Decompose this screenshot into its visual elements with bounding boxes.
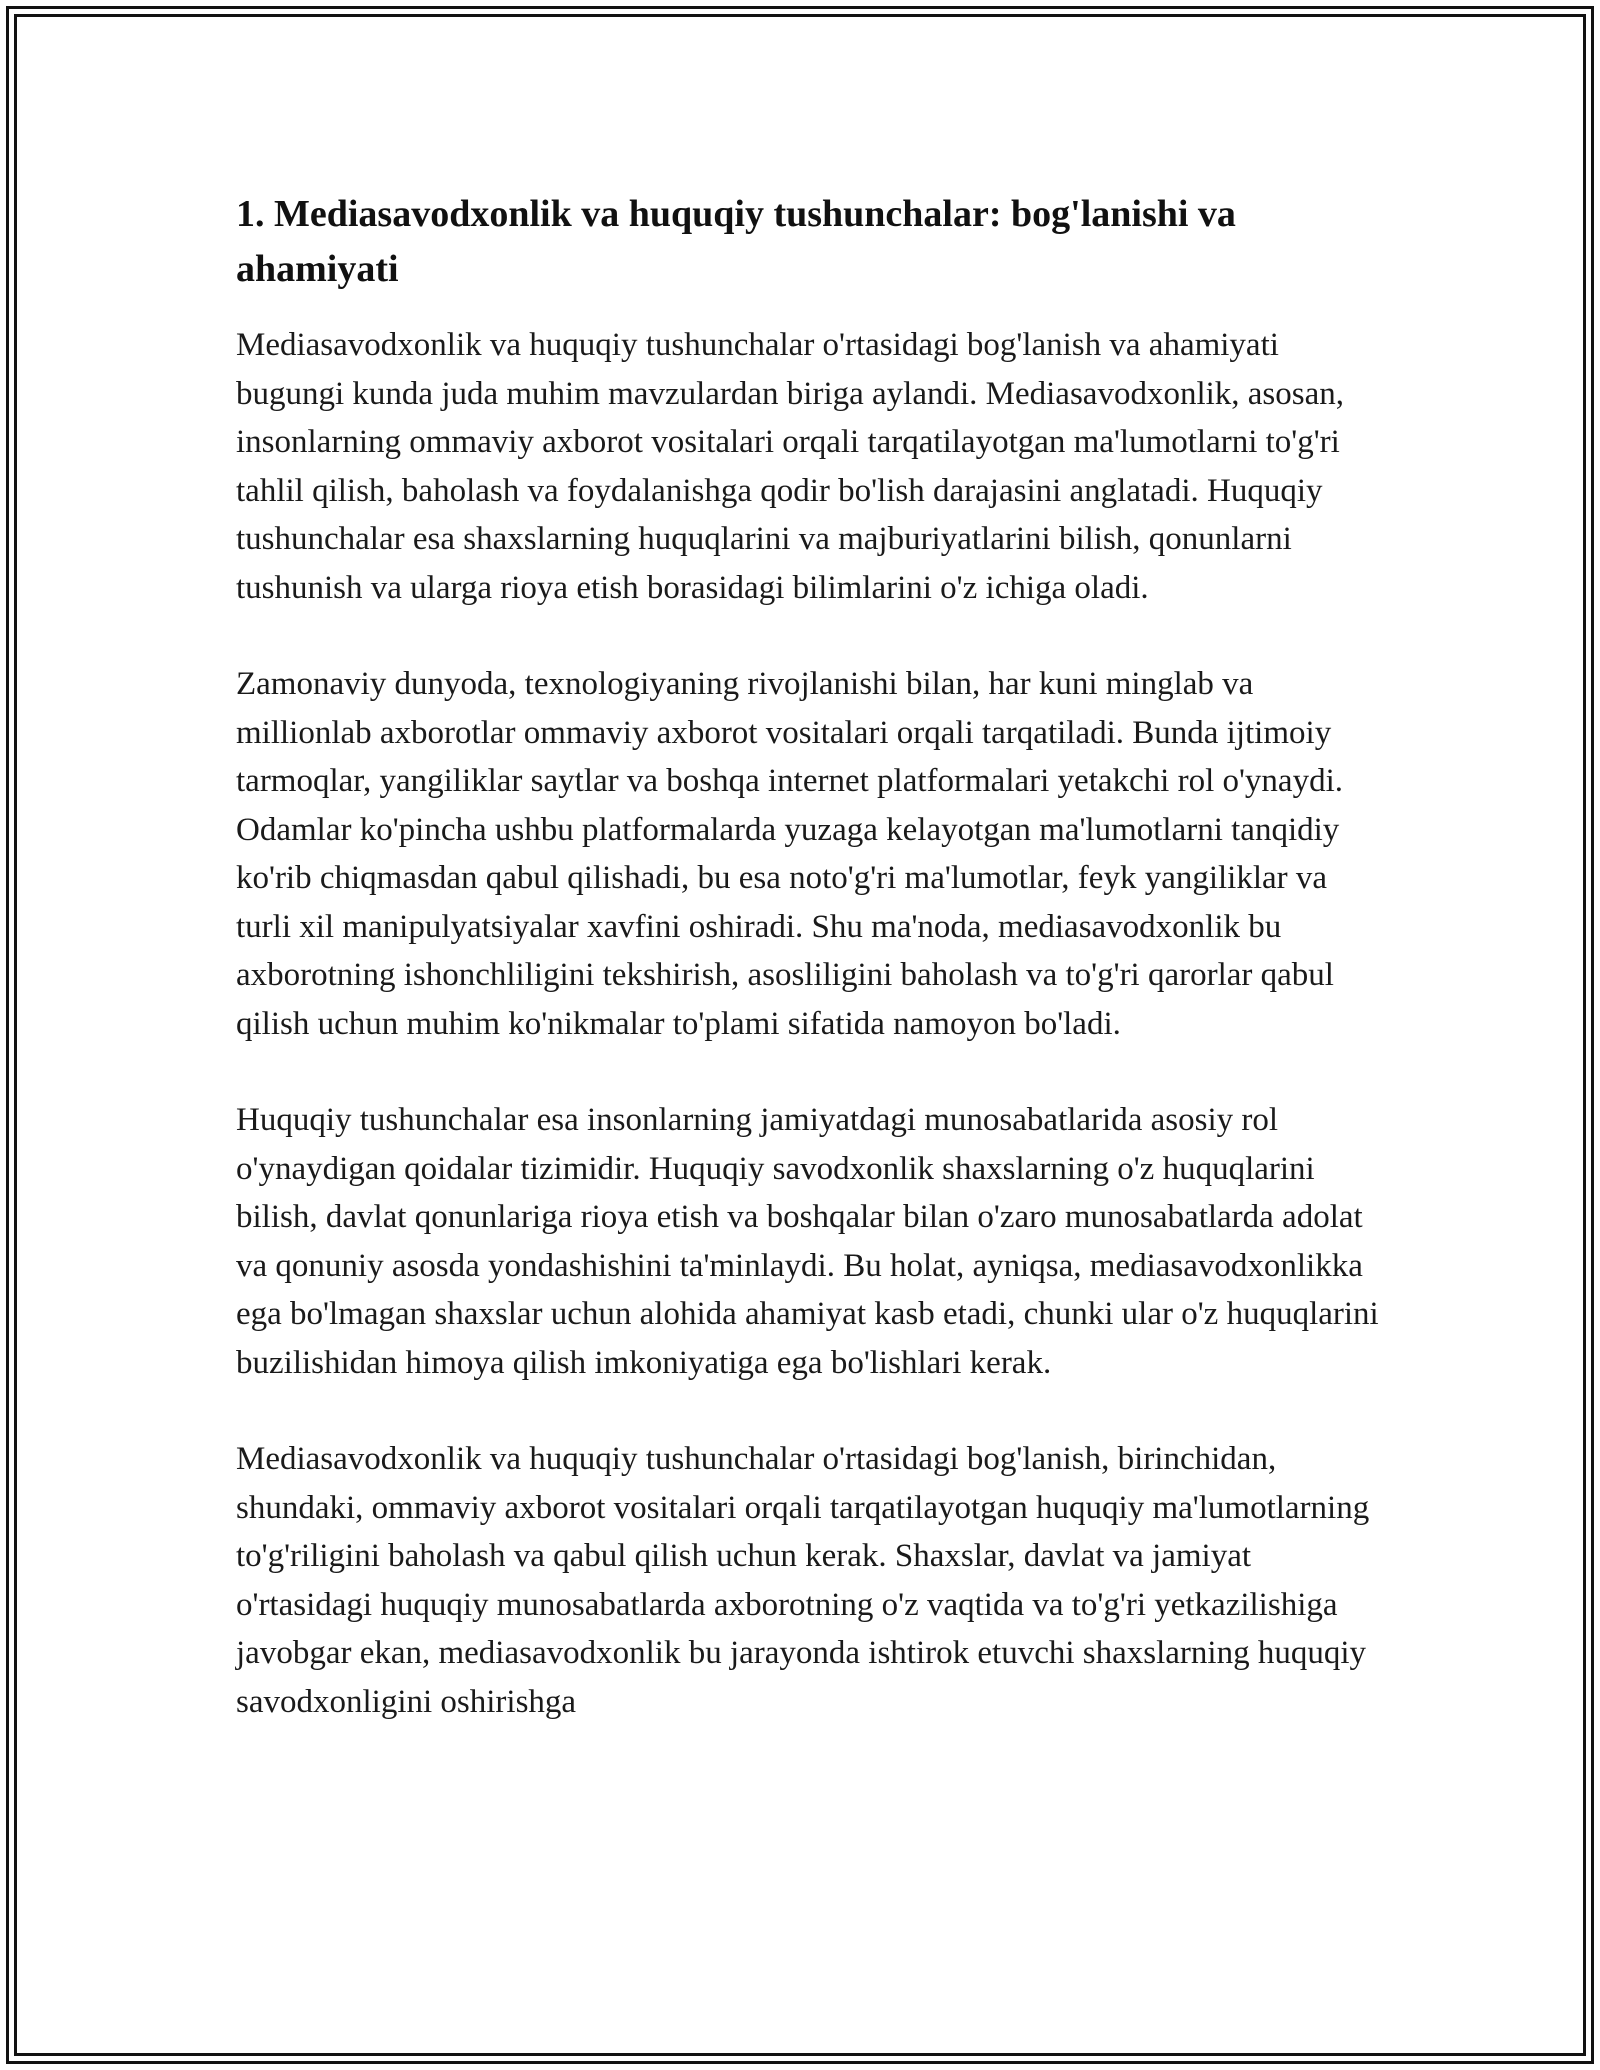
document-body <box>236 187 1386 1726</box>
paragraph-4: Mediasavodxonlik va huquqiy tushunchalar o'rtasidagi bog'lanish, birinchidan, shundaki, ommaviy axborot vositalari orqali tarqatilayotgan huquqiy ma'lumotlarning to'g'riligini baholash va qabul qilish uchun kerak. Shaxslar, davlat va jamiyat o'rtasidagi huquqiy munosabatlarda axborotning o'z vaqtida va to'g'ri yetkazilishiga javobgar ekan, mediasavodxonlik bu jarayonda ishtirok etuvchi shaxslarning huquqiy savodxonligini oshirishga <box>236 1441 1370 1720</box>
paragraph-2: Zamonaviy dunyoda, texnologiyaning rivojlanishi bilan, har kuni minglab va millionlab axborotlar ommaviy axborot vositalari orqali tarqatiladi. Bunda ijtimoiy tarmoqlar, yangiliklar saytlar va boshqa internet platformalari yetakchi rol o'ynaydi. Odamlar ko'pincha ushbu platformalarda yuzaga kelayotgan ma'lumotlarni tanqidiy ko'rib chiqmasdan qabul qilishadi, bu esa noto'g'ri ma'lumotlar, feyk yangiliklar va turli xil manipulyatsiyalar xavfini oshiradi. Shu ma'noda, mediasavodxonlik bu axborotning ishonchliligini tekshirish, asosliligini baholash va to'g'ri qarorlar qabul qilish uchun muhim ko'nikmalar to'plami sifatida namoyon bo'ladi. <box>236 666 1343 1042</box>
paragraph-3: Huquqiy tushunchalar esa insonlarning jamiyatdagi munosabatlarida asosiy rol o'ynaydigan qoidalar tizimidir. Huquqiy savodxonlik shaxslarning o'z huquqlarini bilish, davlat qonunlariga rioya etish va boshqalar bilan o'zaro munosabatlarda adolat va qonuniy asosda yondashishini ta'minlaydi. Bu holat, ayniqsa, mediasavodxonlikka ega bo'lmagan shaxslar uchun alohida ahamiyat kasb etadi, chunki ular o'z huquqlarini buzilishidan himoya qilish imkoniyatiga ega bo'lishlari kerak. <box>236 1102 1379 1381</box>
paragraph-1: Mediasavodxonlik va huquqiy tushunchalar o'rtasidagi bog'lanish va ahamiyati bugungi kunda juda muhim mavzulardan biriga aylandi. Mediasavodxonlik, asosan, insonlarning ommaviy axborot vositalari orqali tarqatilayotgan ma'lumotlarni to'g'ri tahlil qilish, baholash va foydalanishga qodir bo'lish darajasini anglatadi. Huquqiy tushunchalar esa shaxslarning huquqlarini va majburiyatlarini bilish, qonunlarni tushunish va ularga rioya etish borasidagi bilimlarini o'z ichiga oladi. <box>236 327 1345 606</box>
section-heading: 1. Mediasavodxonlik va huquqiy tushunchalar: bog'lanishi va ahamiyati <box>236 193 1236 290</box>
